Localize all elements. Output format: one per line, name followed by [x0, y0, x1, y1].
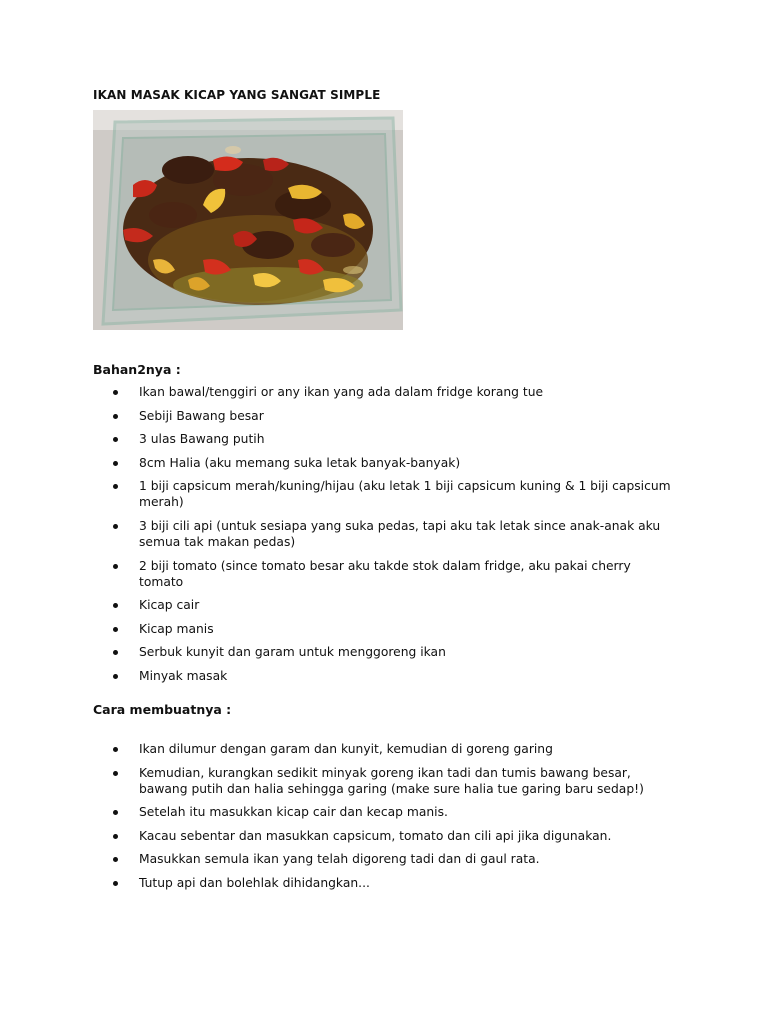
ingredient-text: 3 biji cili api (untuk sesiapa yang suka pedas, tapi aku tak letak since anak-anak aku semua tak makan pedas): [139, 518, 661, 549]
method-step-text: Setelah itu masukkan kicap cair dan kecap manis.: [139, 805, 448, 820]
list-item: [113, 644, 673, 660]
method-list: [113, 741, 673, 899]
method-heading: Cara membuatnya :: [93, 702, 232, 717]
list-item: [113, 431, 673, 447]
bullet-icon: [113, 437, 118, 442]
ingredient-text: 2 biji tomato (since tomato besar aku takde stok dalam fridge, aku pakai cherry tomato: [139, 558, 631, 589]
list-item: [113, 455, 673, 471]
ingredient-text: Sebiji Bawang besar: [139, 408, 264, 423]
list-item: [113, 765, 673, 797]
bullet-icon: [113, 603, 118, 608]
list-item: [113, 668, 673, 684]
method-step-text: Kacau sebentar dan masukkan capsicum, tomato dan cili api jika digunakan.: [139, 828, 612, 843]
bullet-icon: [113, 834, 118, 839]
bullet-icon: [113, 747, 118, 752]
ingredient-text: Kicap manis: [139, 621, 214, 636]
ingredient-text: 8cm Halia (aku memang suka letak banyak-banyak): [139, 455, 461, 470]
list-item: [113, 597, 673, 613]
ingredient-text: Minyak masak: [139, 668, 228, 683]
ingredient-text: 3 ulas Bawang putih: [139, 432, 265, 447]
bullet-icon: [113, 627, 118, 632]
list-item: [113, 741, 673, 757]
list-item: [113, 621, 673, 637]
dish-photo: [93, 110, 403, 330]
bullet-icon: [113, 650, 118, 655]
bullet-icon: [113, 564, 118, 569]
list-item: [113, 875, 673, 891]
ingredients-list: [113, 384, 673, 692]
list-item: [113, 408, 673, 424]
list-item: [113, 828, 673, 844]
ingredient-text: Ikan bawal/tenggiri or any ikan yang ada dalam fridge korang tue: [139, 385, 544, 399]
list-item: [113, 478, 673, 510]
ingredient-text: 1 biji capsicum merah/kuning/hijau (aku letak 1 biji capsicum kuning & 1 biji capsicum merah): [139, 479, 671, 510]
bullet-icon: [113, 771, 118, 776]
list-item: [113, 851, 673, 867]
method-step-text: Kemudian, kurangkan sedikit minyak goreng ikan tadi dan tumis bawang besar, bawang putih dan halia sehingga garing (make sure halia tue garing baru sedap!): [139, 765, 644, 796]
bullet-icon: [113, 857, 118, 862]
bullet-icon: [113, 461, 118, 466]
method-step-text: Ikan dilumur dengan garam dan kunyit, kemudian di goreng garing: [139, 742, 553, 756]
list-item: [113, 518, 673, 550]
dish-photo-illustration: [93, 110, 403, 330]
bullet-icon: [113, 810, 118, 815]
bullet-icon: [113, 674, 118, 679]
list-item: [113, 804, 673, 820]
bullet-icon: [113, 414, 118, 419]
bullet-icon: [113, 484, 118, 489]
bullet-icon: [113, 390, 118, 395]
list-item: [113, 384, 673, 400]
bullet-icon: [113, 524, 118, 529]
ingredient-text: Kicap cair: [139, 598, 200, 613]
page-title: IKAN MASAK KICAP YANG SANGAT SIMPLE: [93, 88, 381, 102]
list-item: [113, 558, 673, 590]
ingredients-heading: Bahan2nya :: [93, 362, 181, 377]
ingredient-text: Serbuk kunyit dan garam untuk menggoreng ikan: [139, 645, 446, 660]
bullet-icon: [113, 881, 118, 886]
method-step-text: Tutup api dan bolehlak dihidangkan...: [139, 875, 370, 890]
method-step-text: Masukkan semula ikan yang telah digoreng tadi dan di gaul rata.: [139, 852, 540, 867]
